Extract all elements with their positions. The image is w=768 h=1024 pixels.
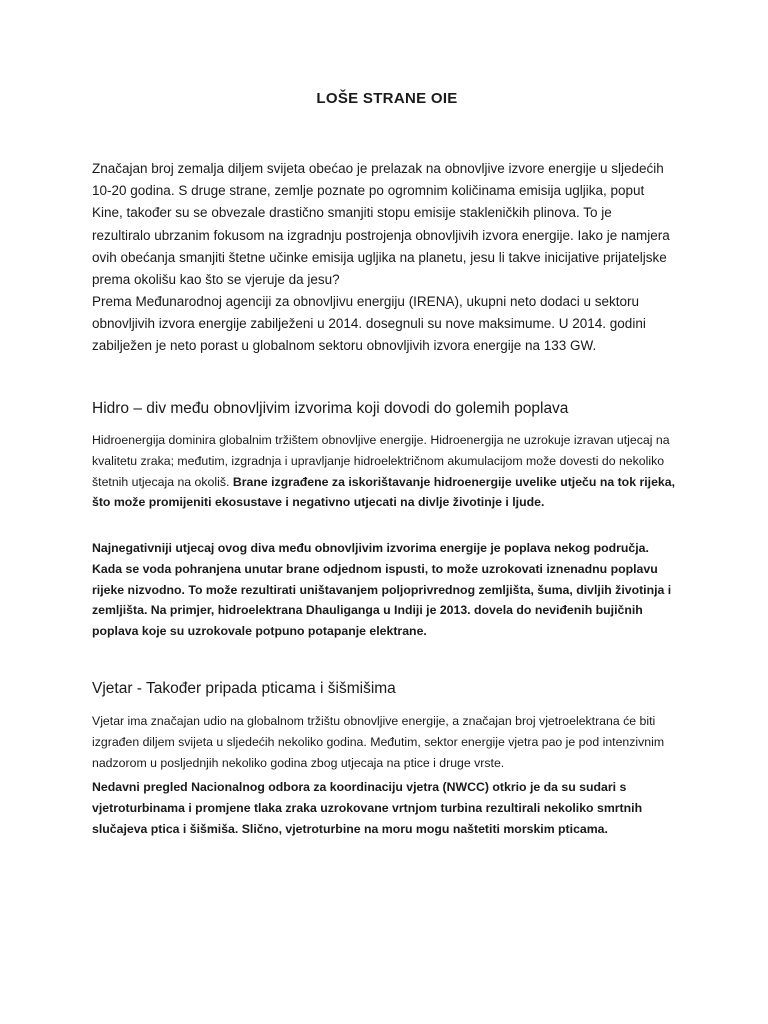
intro-paragraph-1: Značajan broj zemalja diljem svijeta obećao je prelazak na obnovljive izvore energije u sljedećih 10-20 godina. S druge strane, zemlje poznate po ogromnim količinama emisija ugljika, poput Kine, također su se obvezale drastično smanjiti stopu emisije stakleničkih plinova. To je rezultiralo ubrzanim fokusom na izgradnju postrojenja obnovljivih izvora energije. Iako je namjera ovih obećanja smanjiti štetne učinke emisija ugljika na planetu, jesu li takve inicijative prijateljske prema okolišu kao što se vjeruje da jesu? <box>92 161 670 288</box>
document-title: LOŠE STRANE OIE <box>316 90 458 107</box>
hydro-paragraph-1 <box>92 430 682 513</box>
hydro-paragraph-1-text: Hidroenergija dominira globalnim tržištem obnovljive energije. Hidroenergija ne uzrokuje izravan utjecaj na kvalitetu zraka; međutim, izgradnja i upravljanje hidroelektričnom akumulacijom može dovesti do nekoliko štetnih utjecaja na okoliš. <box>92 433 670 489</box>
wind-paragraph-1: Vjetar ima značajan udio na globalnom tržištu obnovljive energije, a značajan broj vjetroelektrana će biti izgrađen diljem svijeta u sljedećih nekoliko godina. Međutim, sektor energije vjetra pao je pod intenzivnim nadzorom u posljednjih nekoliko godina zbog utjecaja na ptice i druge vrste. <box>92 714 665 770</box>
section-heading-hydro: Hidro – div među obnovljivim izvorima koji dovodi do golemih poplava <box>92 400 569 417</box>
wind-paragraph-2: Nedavni pregled Nacionalnog odbora za koordinaciju vjetra (NWCC) otkrio je da su sudari s vjetroturbinama i promjene tlaka zraka uzrokovane vrtnjom turbina rezultirali nekoliko smrtnih slučajeva ptica i šišmiša. Slično, vjetroturbine na moru mogu naštetiti morskim pticama. <box>92 780 643 836</box>
hydro-paragraph-1-bold-text: Brane izgrađene za iskorištavanje hidroenergije uvelike utječu na tok rijeka, što može promijeniti ekosustave i negativno utjecati na divlje životinje i ljude. <box>92 474 675 510</box>
hydro-paragraph-2: Najnegativniji utjecaj ovog diva među obnovljivim izvorima energije je poplava nekog područja. Kada se voda pohranjena unutar brane odjednom ispusti, to može uzrokovati iznenadnu poplavu rijeke nizvodno. To može rezultirati uništavanjem poljoprivrednog zemljišta, šuma, divljih životinja i zemljišta. Na primjer, hidroelektrana Dhauliganga u Indiji je 2013. dovela do neviđenih bujičnih poplava koje su uzrokovale potpuno potapanje elektrane. <box>92 541 672 639</box>
intro-paragraph-2: Prema Međunarodnoj agenciji za obnovljivu energiju (IRENA), ukupni neto dodaci u sektoru obnovljivih izvora energije zabilježeni u 2014. dosegnuli su nove maksimume. U 2014. godini zabilježen je neto porast u globalnom sektoru obnovljivih izvora energije na 133 GW. <box>92 294 646 354</box>
section-heading-wind: Vjetar - Također pripada pticama i šišmišima <box>92 680 396 697</box>
